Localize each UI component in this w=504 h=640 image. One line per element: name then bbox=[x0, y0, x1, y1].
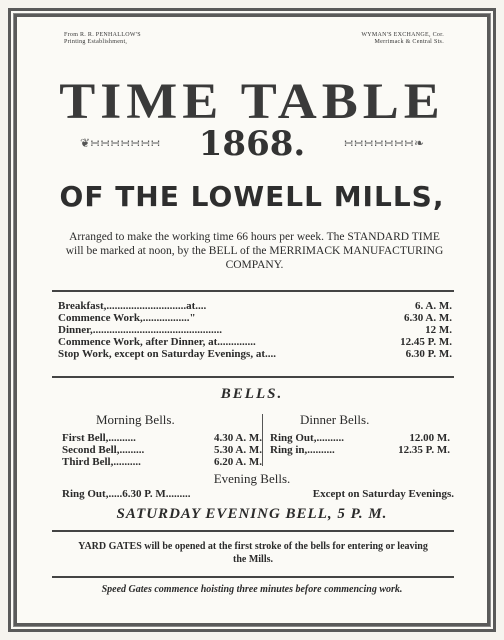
dinner-bells-list bbox=[270, 432, 450, 456]
bell-time: 12.00 M. bbox=[409, 432, 450, 444]
schedule-row bbox=[58, 324, 452, 336]
subtitle: OF THE LOWELL MILLS, bbox=[59, 180, 445, 213]
exchange-imprint bbox=[361, 32, 444, 46]
morning-bells-list bbox=[62, 432, 262, 468]
evening-exception: Except on Saturday Evenings. bbox=[312, 488, 454, 500]
evening-bells-heading: Evening Bells. bbox=[213, 471, 291, 486]
saturday-bell: SATURDAY EVENING BELL, 5 P. M. bbox=[116, 506, 388, 522]
schedule-time: 12 M. bbox=[425, 324, 452, 336]
imprint-right-line2: Merrimack & Central Sts. bbox=[374, 39, 444, 45]
bell-label: Ring Out,.......... bbox=[270, 432, 344, 444]
schedule-row bbox=[58, 348, 452, 360]
schedule-time: 6. A. M. bbox=[415, 300, 452, 312]
list-item bbox=[62, 456, 262, 468]
schedule-label: Commence Work, after Dinner, at.............. bbox=[58, 336, 256, 348]
schedule bbox=[58, 300, 452, 360]
scroll-ornament-left-icon: ❦∺∺∺∺∺∺∺ bbox=[80, 136, 161, 150]
schedule-label: Dinner,............................................... bbox=[58, 324, 222, 336]
imprint-left-line2: Printing Establishment, bbox=[64, 39, 128, 45]
scroll-ornament-right-icon: ∺∺∺∺∺∺∺❧ bbox=[343, 136, 424, 150]
bell-time: 6.20 A. M. bbox=[214, 456, 262, 468]
evening-bells-row bbox=[62, 488, 454, 500]
year: 1868. bbox=[198, 124, 306, 164]
morning-bells-heading: Morning Bells. bbox=[96, 412, 175, 427]
speed-gates-note: Speed Gates commence hoisting three minutes before commencing work. bbox=[101, 584, 403, 595]
imprint-left-line1: From R. R. PENHALLOW'S bbox=[64, 32, 141, 38]
column-divider bbox=[262, 414, 263, 466]
bell-label: First Bell,.......... bbox=[62, 432, 136, 444]
bell-label: Third Bell,.......... bbox=[62, 456, 141, 468]
evening-ring-out: Ring Out,.....6.30 P. M......... bbox=[62, 488, 191, 500]
printer-imprint bbox=[64, 32, 141, 46]
schedule-row bbox=[58, 300, 452, 312]
divider bbox=[52, 576, 454, 578]
list-item bbox=[270, 444, 450, 456]
schedule-time: 6.30 A. M. bbox=[404, 312, 452, 324]
list-item bbox=[62, 432, 262, 444]
schedule-row bbox=[58, 312, 452, 324]
bell-time: 12.35 P. M. bbox=[398, 444, 450, 456]
list-item bbox=[270, 432, 450, 444]
bell-label: Second Bell,......... bbox=[62, 444, 145, 456]
divider bbox=[52, 376, 454, 378]
schedule-label: Breakfast,.............................at.... bbox=[58, 300, 207, 312]
bell-label: Ring in,.......... bbox=[270, 444, 335, 456]
schedule-time: 12.45 P. M. bbox=[400, 336, 452, 348]
schedule-label: Stop Work, except on Saturday Evenings, at.... bbox=[58, 348, 276, 360]
list-item bbox=[62, 444, 262, 456]
imprint-right-line1: WYMAN'S EXCHANGE, Cor. bbox=[361, 32, 444, 38]
divider bbox=[52, 530, 454, 532]
schedule-label: Commence Work,................." bbox=[58, 312, 196, 324]
bells-heading: BELLS. bbox=[220, 386, 284, 402]
intro-text: Arranged to make the working time 66 hours per week. The STANDARD TIME will be marked at noon, by the BELL of the MERRIMACK MANUFACTURING COMPANY. bbox=[65, 231, 444, 271]
bell-time: 5.30 A. M. bbox=[214, 444, 262, 456]
schedule-row bbox=[58, 336, 452, 348]
divider bbox=[52, 290, 454, 292]
dinner-bells-heading: Dinner Bells. bbox=[300, 412, 370, 427]
yard-gates-note: YARD GATES will be opened at the first stroke of the bells for entering or leaving the Mills. bbox=[78, 541, 428, 565]
page-title: TIME TABLE bbox=[59, 72, 445, 130]
schedule-time: 6.30 P. M. bbox=[405, 348, 452, 360]
bell-time: 4.30 A. M. bbox=[214, 432, 262, 444]
